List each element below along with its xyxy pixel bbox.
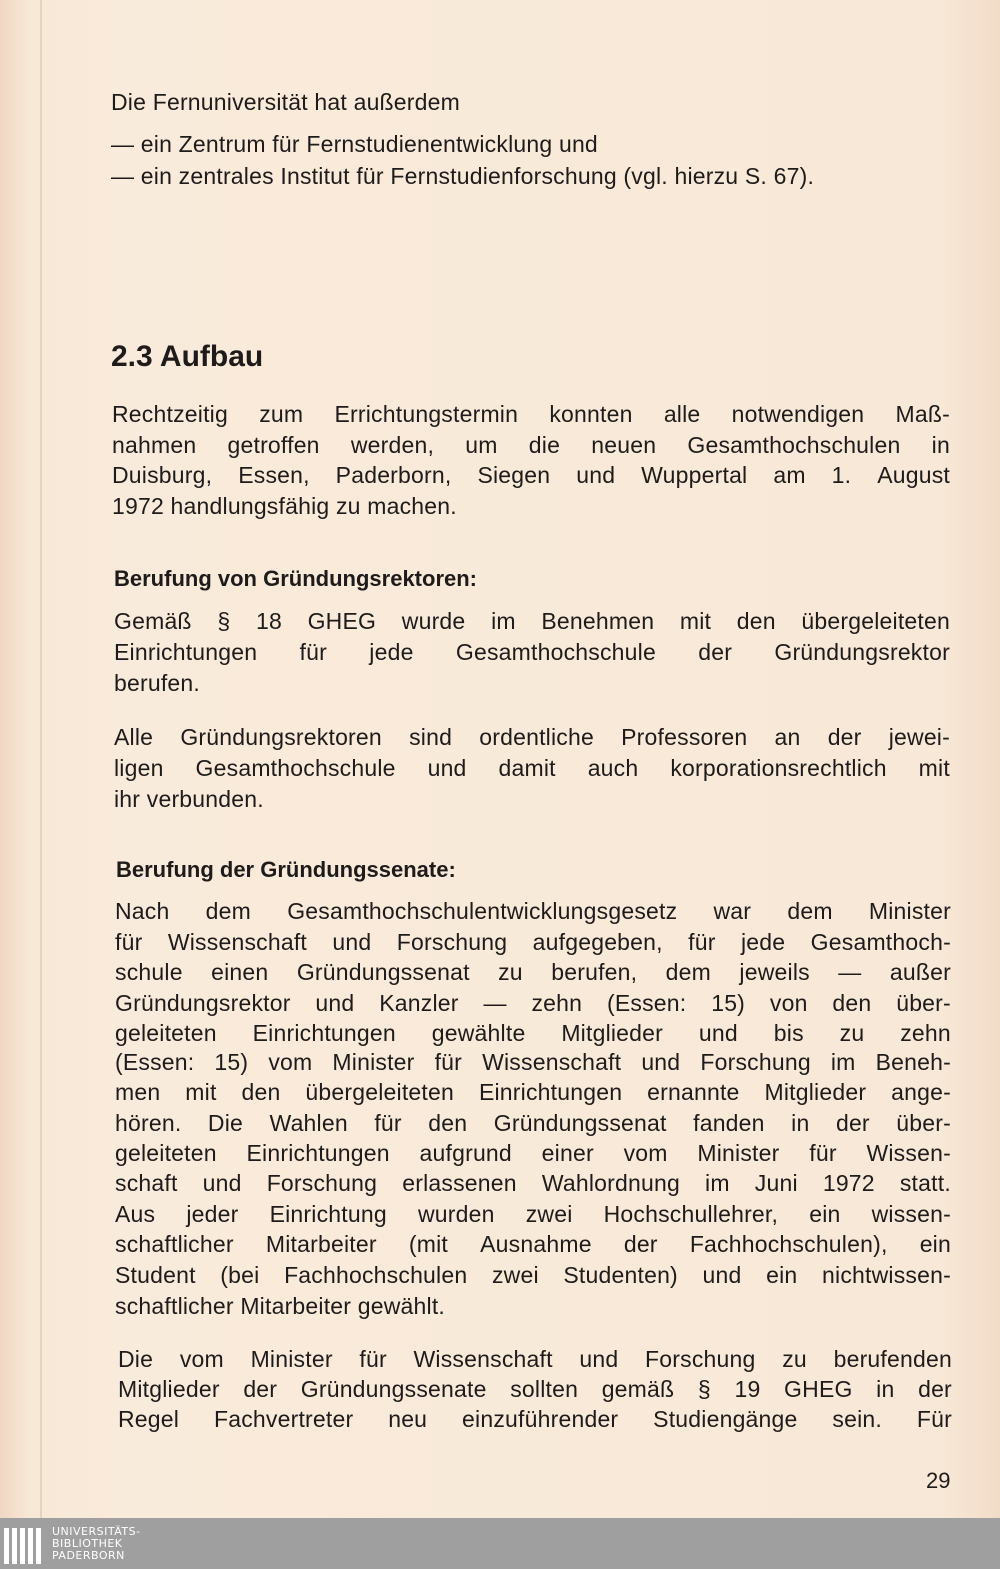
- text-line: ihr verbunden.: [114, 786, 264, 812]
- text-line: Duisburg, Essen, Paderborn, Siegen und Wuppertal am 1. August: [112, 462, 950, 488]
- intro-bullet: — ein Zentrum für Fernstudienentwicklung und: [111, 131, 598, 157]
- text-line: für Wissenschaft und Forschung aufgegeben, für jede Gesamthoch-: [115, 929, 951, 955]
- text-line: Einrichtungen für jede Gesamthochschule der Gründungsrektor: [114, 639, 950, 665]
- text-line: 1972 handlungsfähig zu machen.: [112, 493, 457, 519]
- text-line: berufen.: [114, 670, 200, 696]
- text-line: schaftlicher Mitarbeiter (mit Ausnahme der Fachhochschulen), ein: [115, 1231, 951, 1257]
- library-logo-icon: [4, 1524, 44, 1564]
- text-line: geleiteten Einrichtungen aufgrund einer vom Minister für Wissen-: [115, 1140, 951, 1166]
- subheading-gruendungsrektoren: Berufung von Gründungsrektoren:: [114, 566, 477, 591]
- text-line: Alle Gründungsrektoren sind ordentliche Professoren an der jewei-: [114, 724, 950, 750]
- text-line: Rechtzeitig zum Errichtungstermin konnten alle notwendigen Maß-: [112, 401, 950, 427]
- logo-line: UNIVERSITÄTS-: [52, 1524, 141, 1538]
- text-line: (Essen: 15) vom Minister für Wissenschaft und Forschung im Beneh-: [115, 1049, 951, 1075]
- text-line: Aus jeder Einrichtung wurden zwei Hochschullehrer, ein wissen-: [115, 1201, 951, 1227]
- text-line: schaftlicher Mitarbeiter gewählt.: [115, 1293, 446, 1319]
- text-line: ligen Gesamthochschule und damit auch korporationsrechtlich mit: [114, 755, 950, 781]
- text-line: nahmen getroffen werden, um die neuen Gesamthochschulen in: [112, 432, 950, 458]
- text-line: Nach dem Gesamthochschulentwicklungsgesetz war dem Minister: [115, 898, 951, 924]
- text-line: schaft und Forschung erlassenen Wahlordnung im Juni 1972 statt.: [115, 1170, 951, 1196]
- section-title: 2.3 Aufbau: [111, 340, 264, 373]
- text-line: Gründungsrektor und Kanzler — zehn (Essen: 15) von den über-: [115, 990, 951, 1016]
- text-line: geleiteten Einrichtungen gewählte Mitglieder und bis zu zehn: [115, 1020, 951, 1046]
- text-line: Mitglieder der Gründungssenate sollten gemäß § 19 GHEG in der: [118, 1376, 952, 1402]
- logo-line: BIBLIOTHEK: [52, 1536, 123, 1550]
- logo-line: PADERBORN: [52, 1548, 125, 1562]
- text-line: Student (bei Fachhochschulen zwei Studenten) und ein nichtwissen-: [115, 1262, 951, 1288]
- page-fold-line: [40, 0, 42, 1518]
- text-line: hören. Die Wahlen für den Gründungssenat fanden in der über-: [115, 1110, 951, 1136]
- text-line: Regel Fachvertreter neu einzuführender Studiengänge sein. Für: [118, 1406, 952, 1432]
- page-number: 29: [926, 1468, 951, 1493]
- text-line: Die vom Minister für Wissenschaft und Forschung zu berufenden: [118, 1346, 952, 1372]
- intro-bullet: — ein zentrales Institut für Fernstudienforschung (vgl. hierzu S. 67).: [111, 163, 815, 189]
- text-line: men mit den übergeleiteten Einrichtungen ernannte Mitglieder ange-: [115, 1079, 951, 1105]
- intro-line: Die Fernuniversität hat außerdem: [111, 89, 460, 115]
- text-line: Gemäß § 18 GHEG wurde im Benehmen mit den übergeleiteten: [114, 608, 950, 634]
- text-line: schule einen Gründungssenat zu berufen, dem jeweils — außer: [115, 959, 951, 985]
- library-logo-text: [52, 1526, 141, 1562]
- library-footer-bar: [0, 1518, 1000, 1569]
- subheading-gruendungssenate: Berufung der Gründungssenate:: [116, 857, 456, 882]
